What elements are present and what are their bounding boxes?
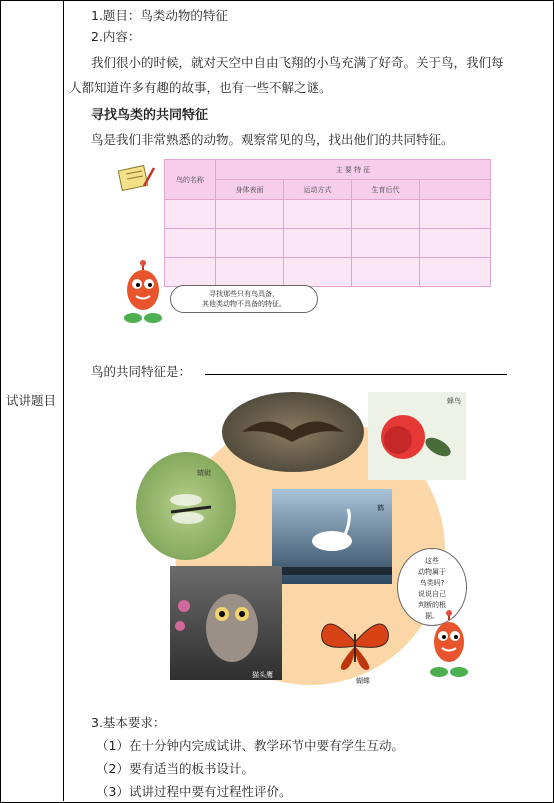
content-label: 2.内容： (91, 29, 141, 44)
common-features-label: 鸟的共同特征是： (91, 364, 192, 379)
col-body-surface: 身体表面 (216, 180, 284, 200)
owl-photo (170, 566, 282, 680)
intro-line-1: 我们很小的时候，就对天空中自由飞翔的小鸟充满了好奇。关于鸟，我们每 (91, 55, 504, 70)
col-reproduce: 生育后代 (352, 180, 420, 200)
requirement-item: （2）要有适当的板书设计。 (96, 761, 254, 776)
section-heading: 寻找鸟类的共同特征 (91, 108, 209, 123)
col-bird-name: 鸟的名称 (165, 160, 216, 200)
caption-dragonfly: 蜻蜓 (197, 469, 211, 477)
dragonfly-photo (136, 452, 236, 560)
cartoon-mascot-icon (118, 260, 168, 326)
caption-butterfly: 蝴蝶 (356, 677, 370, 685)
caption-hummingbird: 蜂鸟 (447, 397, 461, 405)
col-motion: 运动方式 (284, 180, 352, 200)
butterfly-image (318, 612, 392, 674)
row-label: 试讲题目 (6, 393, 57, 408)
cartoon-mascot-icon (424, 610, 474, 682)
section-text: 鸟是我们非常熟悉的动物。观察常见的鸟，找出他们的共同特征。 (91, 132, 454, 147)
requirement-item: （3）试讲过程中要有过程性评价。 (96, 784, 292, 799)
caption-crane: 鹤 (377, 504, 384, 512)
requirement-item: （1）在十分钟内完成试讲、教学环节中要有学生互动。 (96, 738, 404, 753)
column-divider (63, 0, 64, 801)
speech-bubble-question: 这些 动物属于 鸟类吗? 说说自己 判断的根 据。 (397, 548, 467, 626)
notepad-icon (118, 164, 156, 192)
crane-photo (272, 489, 392, 584)
speech-bubble-hint: 寻找那些只有鸟具备， 其他类动物不具备的特征。 (170, 285, 318, 313)
requirements-heading: 3.基本要求： (91, 715, 166, 730)
bat-photo (222, 392, 364, 472)
title-line: 1.题目：鸟类动物的特征 (91, 8, 228, 23)
answer-blank-line (205, 374, 507, 375)
caption-owl: 猫头鹰 (252, 671, 273, 679)
intro-line-2: 人都知道许多有趣的故事，也有一些不解之谜。 (69, 80, 332, 95)
main-features-header: 主 要 特 征 (216, 160, 491, 180)
observation-table (164, 159, 491, 287)
